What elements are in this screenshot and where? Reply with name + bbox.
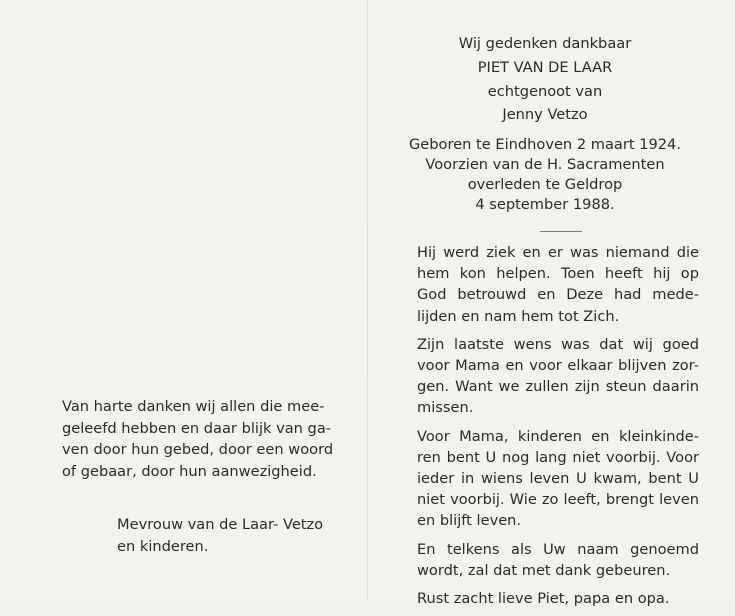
paragraph	[417, 334, 699, 419]
signature	[117, 514, 357, 558]
death-date-line: 4 september 1988.	[475, 196, 615, 213]
spouse-name: Jenny Vetzo	[502, 106, 588, 123]
death-place-line: overleden te Geldrop	[467, 176, 623, 193]
paragraph	[417, 539, 699, 581]
deceased-name: PIET VAN DE LAAR	[477, 59, 613, 76]
text-line: lijden en nam hem tot Zich.	[417, 307, 620, 325]
relation-line: echtgenoot van	[487, 83, 603, 100]
text-line: gen. Want we zullen zijn steun daarin	[417, 378, 699, 396]
thanks-line: of gebaar, door hun aanwezigheid.	[62, 462, 317, 480]
text-line: missen.	[417, 399, 474, 417]
signature-line: en kinderen.	[117, 538, 209, 555]
divider-rule	[540, 231, 582, 232]
thanks-line: ven door hun gebed, door een woord	[62, 441, 334, 459]
thanks-line: geleefd hebben en daar blijk van ga-	[62, 419, 332, 437]
text-line: en blijft leven.	[417, 512, 522, 530]
paragraph	[417, 588, 699, 609]
text-line: Hij werd ziek en er was niemand die	[417, 244, 699, 261]
text-line: En telkens als Uw naam genoemd	[417, 540, 699, 558]
text-line: Rust zacht lieve Piet, papa en opa.	[417, 590, 670, 608]
text-line: Zijn laatste wens was dat wij goed	[417, 335, 699, 353]
memorial-text	[417, 242, 699, 616]
thanks-text	[62, 396, 346, 482]
text-line: wordt, zal dat met dank gebeuren.	[417, 561, 671, 579]
paragraph	[417, 426, 699, 532]
text-line: God betrouwd en Deze had mede-	[417, 286, 699, 304]
text-line: Voor Mama, kinderen en kleinkinde-	[417, 427, 699, 445]
sacraments-line: Voorzien van de H. Sacramenten	[425, 156, 665, 173]
signature-line: Mevrouw van de Laar- Vetzo	[117, 516, 324, 533]
text-line: niet voorbij. Wie zo leeft, brengt leven	[417, 491, 699, 509]
card-fold	[367, 0, 368, 600]
text-line: ieder in wiens leven U kwam, bent U	[417, 470, 699, 488]
text-line: voor Mama en voor elkaar blijven zor-	[417, 357, 699, 375]
thanks-line: Van harte danken wij allen die mee-	[62, 398, 325, 415]
paragraph	[417, 242, 699, 327]
memorial-header	[405, 32, 685, 215]
text-line: ren bent U nog lang niet voorbij. Voor	[417, 448, 699, 466]
birth-line: Geboren te Eindhoven 2 maart 1924.	[408, 136, 681, 153]
remember-line: Wij gedenken dankbaar	[458, 35, 632, 52]
text-line: hem kon helpen. Toen heeft hij op	[417, 265, 699, 283]
